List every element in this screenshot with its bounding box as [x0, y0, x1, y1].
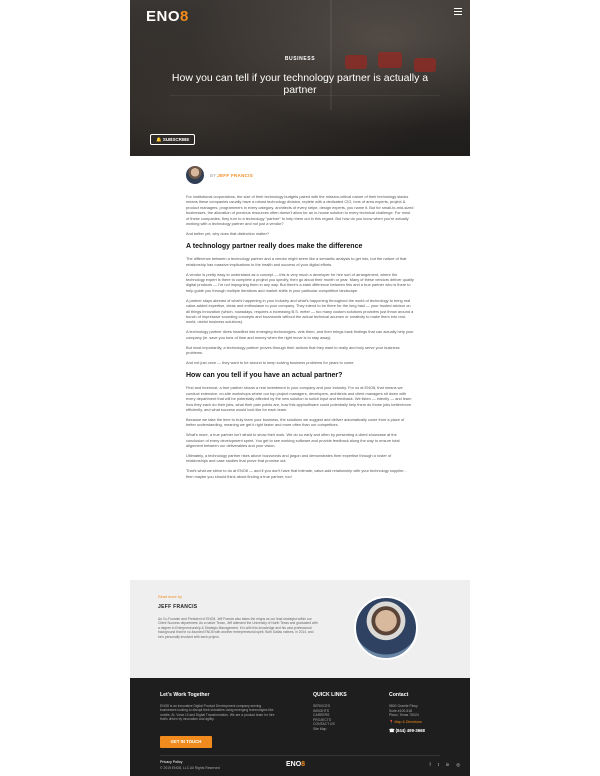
instagram-icon[interactable]: ◎	[456, 762, 460, 767]
footer-link-sitemap[interactable]: Site Map	[313, 726, 327, 731]
quick-links-list	[313, 704, 335, 731]
contact-title: Contact	[389, 692, 409, 698]
hamburger-menu-icon[interactable]	[454, 8, 462, 15]
article-category[interactable]: BUSINESS	[284, 56, 316, 62]
paragraph: That's what we strive to do at ENO8 — and if you don't have that intimate, value-add relationship with your technology supplier... then maybe you should think about finding a true partner, too!	[186, 468, 407, 479]
footer-divider	[160, 755, 440, 756]
phone-text: (844) 499-3668	[395, 728, 425, 733]
footer-link-insights[interactable]: INSIGHTS	[313, 708, 330, 713]
footer-link-services[interactable]: SERVICES	[313, 704, 331, 708]
subscribe-label: SUBSCRIBE	[162, 137, 190, 142]
address	[389, 704, 449, 718]
paragraph: Ultimately, a technology partner rises above buzzwords and jargon and demonstrates their expertise through a roster of relationships and case studies that prove that promise out.	[186, 452, 392, 464]
author-row	[186, 166, 414, 188]
footer-work-text: ENO8 is an innovative Digital Product Development company serving businesses looking to disrupt their industries using emerging technologies like mobile, AI, Voice UI and Digital Transformation. We are a product team for hire that's driven by innovation and agility.	[160, 704, 275, 722]
quick-links-title: QUICK LINKS	[313, 692, 347, 698]
section-heading: A technology partner really does make the difference	[186, 243, 363, 251]
paragraph: And not just once — they want to be around to keep solving business problems for years to come.	[186, 359, 355, 365]
paragraph: First and foremost, a true partner shows a real investment in your company and your industry. For us at ENO8, that means we conduct extensive, on-site workshops where our top project managers, developers, architects and client managers sit down with every department that will be potentially affected by the new solution to solicit input and feedback. We listen — intently — and learn how they each do their jobs, what their pain points are, how this app/software could potentially help them do those jobs better/more efficiently, and what success would look like for each team.	[186, 385, 412, 412]
footer-link-contact[interactable]: CONTACT US	[313, 722, 335, 726]
author-photo	[354, 596, 418, 660]
phone-icon: ☎	[389, 728, 395, 733]
map-directions-label: Map & Directions	[394, 720, 422, 724]
author-bio-name[interactable]: JEFF FRANCIS	[158, 604, 198, 610]
byline	[210, 173, 253, 178]
footer-work-title: Let's Work Together	[160, 692, 210, 698]
privacy-policy-link[interactable]: Privacy Policy	[160, 760, 183, 764]
site-footer	[130, 678, 470, 776]
paragraph: But most importantly, a technology partner proves through their actions that they want to really and truly serve your business problems.	[186, 344, 400, 356]
author-bio-section	[130, 580, 470, 678]
facebook-icon[interactable]: f	[429, 762, 431, 767]
bell-icon: 🔔	[156, 137, 162, 142]
avatar	[186, 166, 204, 184]
map-directions-link[interactable]	[389, 720, 422, 724]
logo-text: ENO	[286, 761, 302, 768]
subscribe-button[interactable]	[150, 134, 195, 145]
logo-accent: 8	[180, 8, 189, 25]
section-heading: How can you tell if you have an actual partner?	[186, 372, 343, 380]
map-pin-icon: 📍	[389, 720, 394, 724]
linkedin-icon[interactable]: in	[445, 762, 450, 767]
paragraph: The difference between a technology partner and a vendor might seem like a semantic analysis to get into, but the nature of that relationship has massive implications to the health and success of your digital efforts.	[186, 256, 407, 267]
site-logo[interactable]	[146, 8, 189, 25]
paragraph: A technology partner dives headfirst into emerging technologies, vets them, and then brings back findings that can actually help your company (ie. save you tons of time and money when the right move is to stay away).	[186, 329, 414, 340]
social-links	[429, 762, 460, 768]
address-line: 5800 Granite Pkwy	[389, 704, 418, 708]
article-title: How you can tell if your technology partner is actually a partner	[171, 72, 429, 96]
article-body	[186, 166, 414, 484]
paragraph: Because we take the time to truly learn your business, the solutions we suggest and deliver automatically come from a place of better understanding, meaning we get it right faster and more often than our competitors.	[186, 416, 405, 428]
logo-accent: 8	[301, 761, 306, 768]
twitter-icon[interactable]: t	[437, 762, 439, 767]
logo-text: ENO	[146, 8, 181, 25]
paragraph: A partner stays abreast of what's happening in your industry and what's happening throughout the world of technology to bring real value-added expertise, ideas and enthusiasm to your company. They intend to be there for the long haul — your trusted advisor on all things innovation (which, nowadays, requires a increasing B.S. meter — too many custom solutions providers just throw around a bunch of impressive sounding concepts and buzzwords without the actual technical acumen or creativity to make them into real-world, useful business solutions).	[186, 297, 414, 325]
footer-logo[interactable]	[286, 761, 305, 768]
address-line: Plano, Texas 75024	[389, 713, 419, 717]
paragraph: And better yet, why does that distinction matter?	[186, 230, 270, 236]
author-name-link[interactable]: JEFF FRANCIS	[217, 173, 254, 178]
copyright: © 2019 ENO8, LLC All Rights Reserved	[160, 766, 220, 770]
paragraph: A vendor is pretty easy to understand as a concept — this is very much a developer for hire sort of arrangement, where the technology expert is there to complete a project you specify, then go about their month or year. Many of these vendors deliver quality digital products — I'm not impugning them in any way. But there's a stark difference between this and a true partner who is there to help guide you through multiple iterations and market shifts in your particular competitive landscape.	[186, 271, 414, 293]
author-bio-label: Read more by	[158, 595, 182, 599]
author-bio-text: As Co-Founder and President of ENO8, Jeff Francis also takes the reigns as our lead strategist within our Client Success department. As a native Texan, Jeff attended the University of North Texas and graduated with a degree in Entrepreneurship & Strategic Management. It is with this knowledge and his vast professional background that he co-founded ENO8 with another entrepreneurial spirit. Both Dallas natives, in 2014, and he's personally involved with each project.	[158, 617, 318, 639]
hero-banner	[130, 0, 470, 156]
byline-prefix: BY	[210, 173, 216, 178]
footer-link-careers[interactable]: CAREERS	[313, 713, 330, 717]
paragraph: For institutional corporations, the size of their technology budgets paired with the mission-critical nature of their technology stacks means these companies usually have a robust technology division, replete with a dedicated CIO, tons of area experts, project & product managers, programmers in every category, architects of every stripe, design experts, you name it. But for small-to-mid-sized businesses, the allocation of precious resources often doesn't allow for an in-house solution to every technical challenge. For most of these companies, they turn to a technology "partner" to help them out in this regard. But how do you know when you're actually working with a technology partner and not just a vendor?	[186, 194, 414, 227]
paragraph: What's more, a true partner isn't afraid to show their work. We do so early and often by presenting a client showcase at the conclusion of every development sprint. You get to see working software and provide feedback along the way to ensure total alignment between our deliverables and your vision.	[186, 432, 400, 448]
address-line: Suite #100-518	[389, 708, 412, 713]
footer-link-projects[interactable]: PROJECTS	[313, 717, 332, 722]
phone-number[interactable]	[389, 728, 425, 734]
get-in-touch-button[interactable]: GET IN TOUCH	[160, 736, 212, 748]
